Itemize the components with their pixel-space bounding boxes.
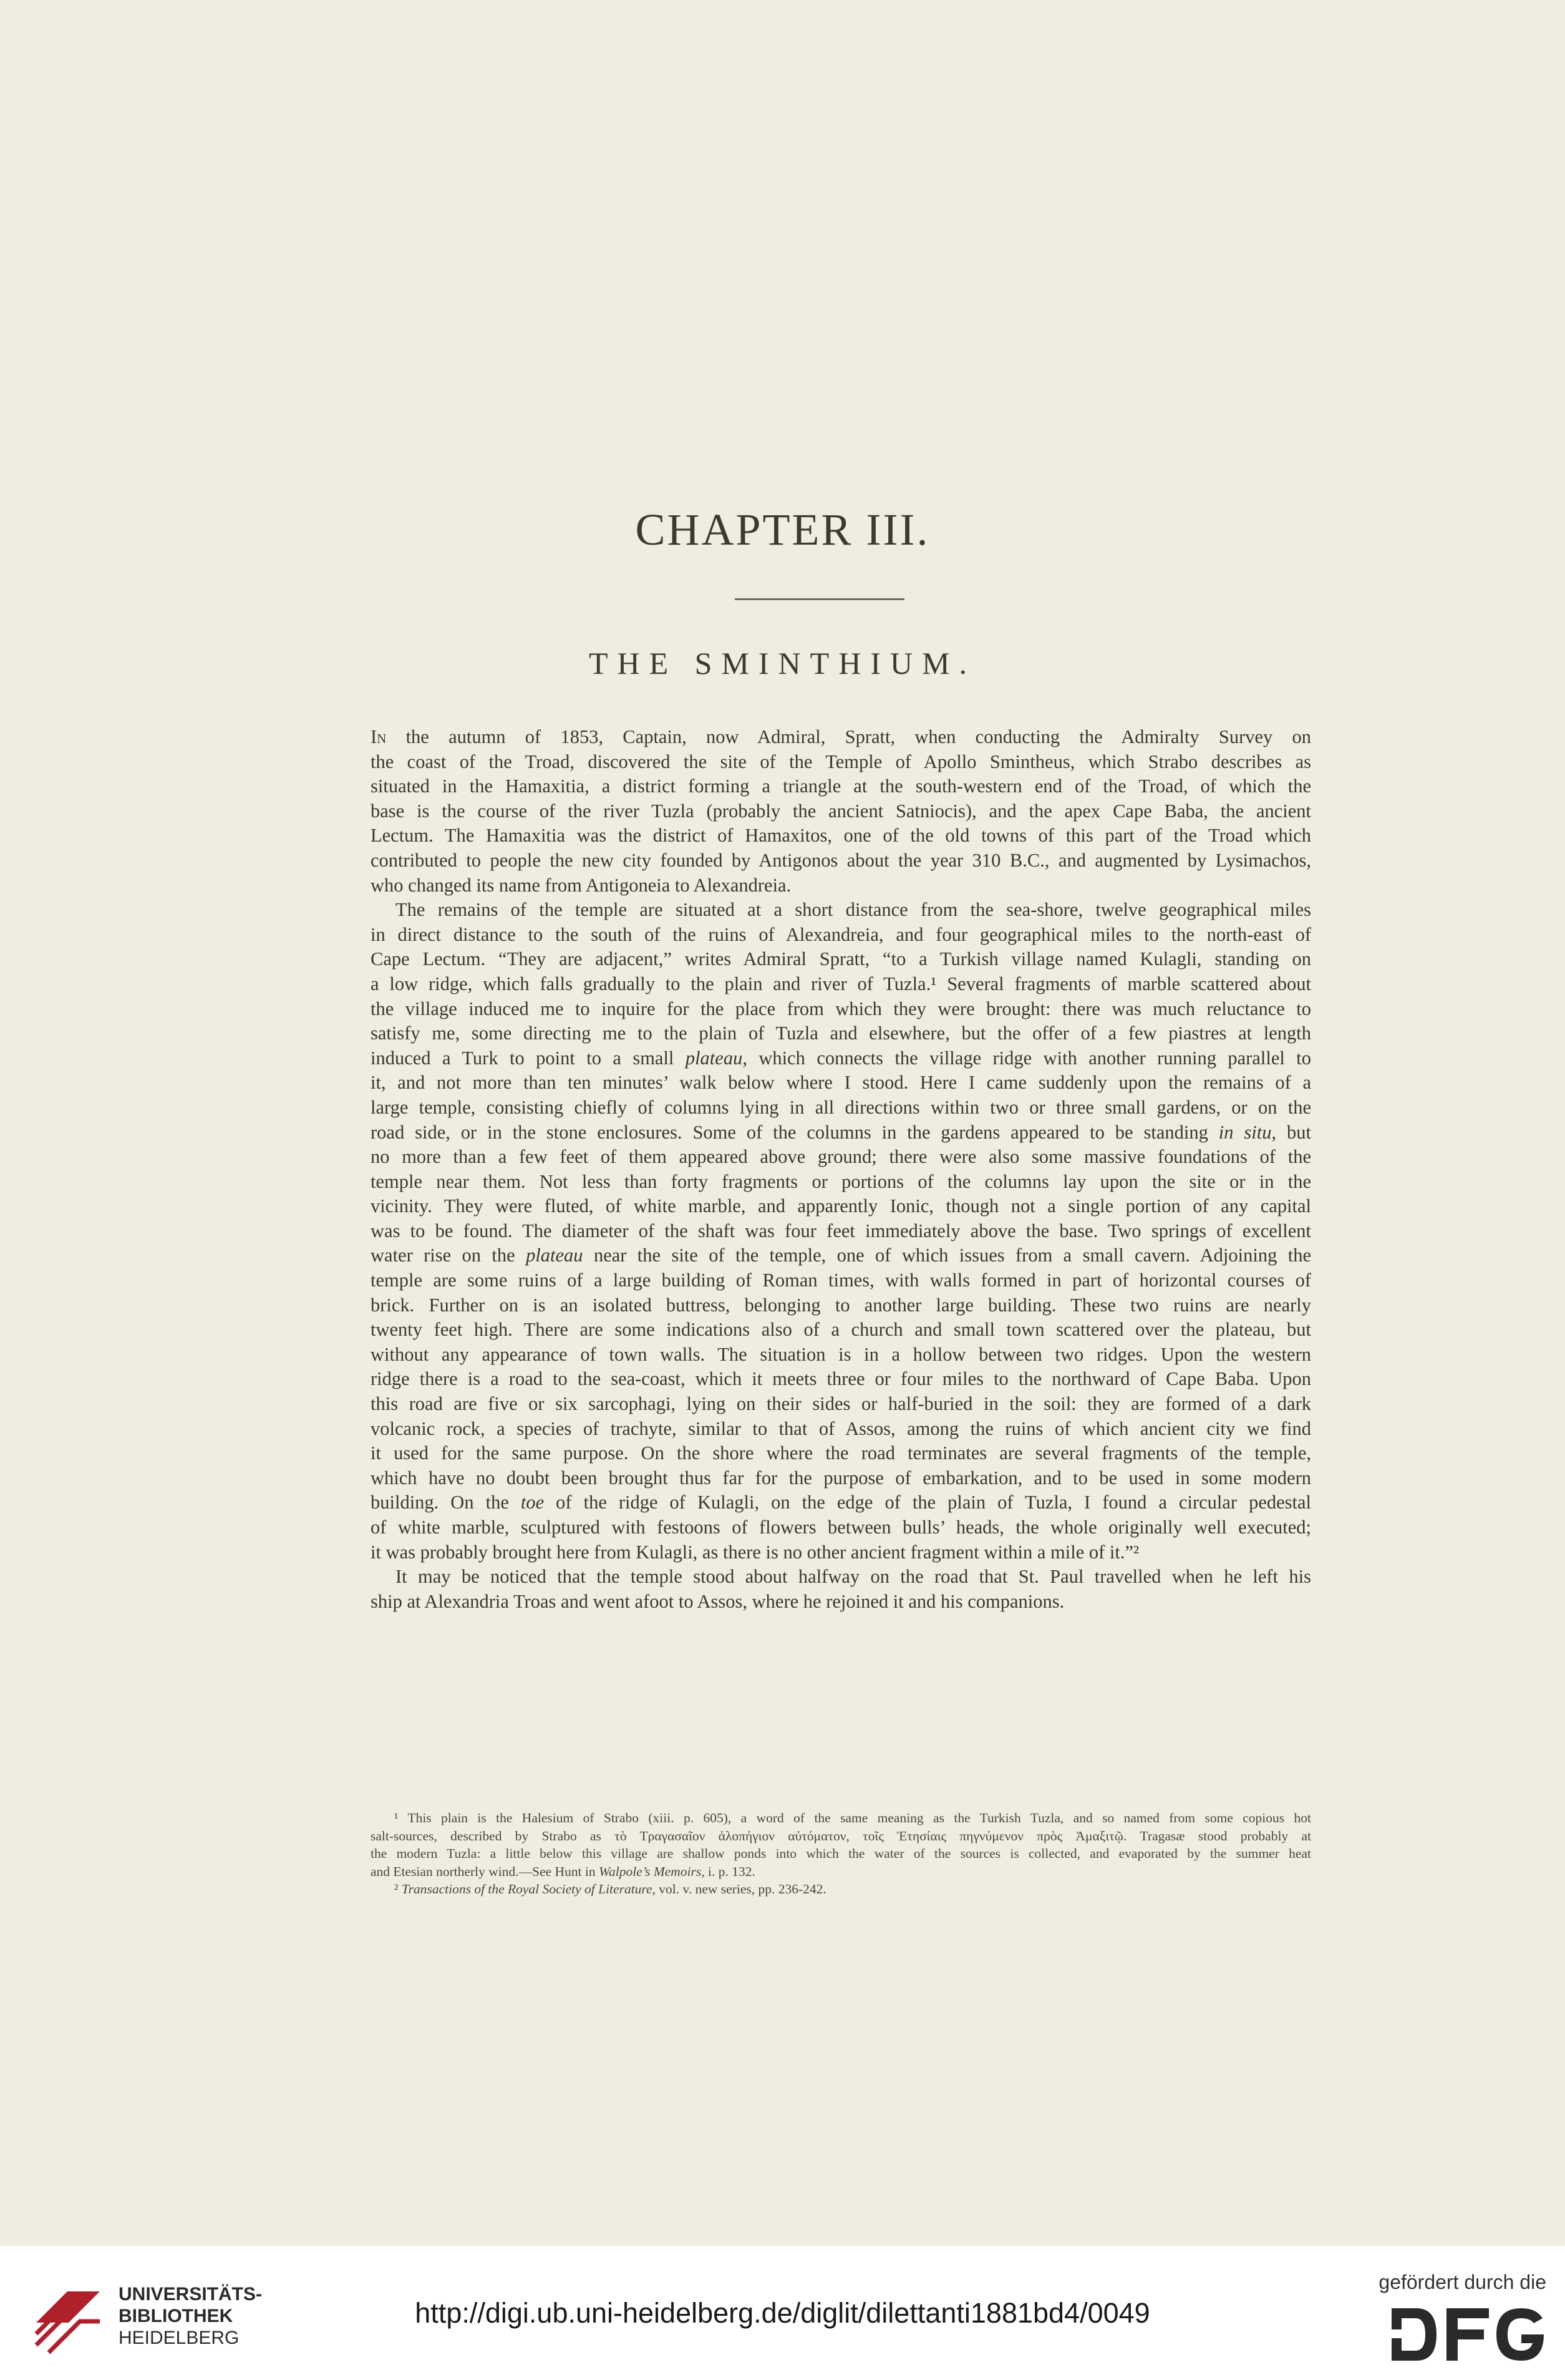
text-line: Cape Lectum. “They are adjacent,” writes Admiral Spratt, “to a Turkish village named Kulagli, standing on [371,948,1311,970]
chapter-title: THE SMINTHIUM. [588,646,977,681]
body-text [371,725,1311,1614]
drop-small-caps: In [371,726,387,747]
text-line: base is the course of the river Tuzla (probably the ancient Satniocis), and the apex Cape Baba, the ancient [371,800,1311,822]
text-line: building. On the toe of the ridge of Kulagli, on the edge of the plain of Tuzla, I found a circular pedestal [371,1492,1311,1513]
library-line-3: HEIDELBERG [119,2328,240,2348]
text-line: who changed its name from Antigoneia to Alexandreia. [371,874,792,896]
text-line: ship at Alexandria Troas and went afoot to Assos, where he rejoined it and his companions. [371,1590,1065,1612]
text-line: without any appearance of town walls. The situation is in a hollow between two ridges. Upon the western [371,1343,1311,1365]
footnote-line: ¹ This plain is the Halesium of Strabo (xiii. p. 605), a word of the same meaning as the Turkish Tuzla, and so named from some copious hot [394,1810,1311,1825]
text-line: contributed to people the new city founded by Antigonos about the year 310 B.C., and augmented by Lysimachos, [371,849,1311,871]
text-line: it used for the same purpose. On the shore where the road terminates are several fragments of the temple, [371,1442,1311,1464]
text-line: volcanic rock, a species of trachyte, similar to that of Assos, among the ruins of which ancient city we find [371,1417,1311,1439]
text-line: satisfy me, some directing me to the plain of Tuzla and elsewhere, but the offer of a few piastres at length [371,1022,1311,1044]
footnotes [371,1809,1311,1898]
text-line: large temple, consisting chiefly of columns lying in all directions within two or three small gardens, or on the [371,1096,1311,1118]
text-line: the coast of the Troad, discovered the site of the Temple of Apollo Smintheus, which Strabo describes as [371,750,1311,772]
funding-label: gefördert durch die [1378,2271,1546,2293]
text-line: in direct distance to the south of the ruins of Alexandreia, and four geographical miles to the north-east of [371,923,1311,945]
footer-bar [0,2246,1565,2380]
library-line-1: UNIVERSITÄTS- [119,2284,263,2305]
footnote-line: salt-sources, described by Strabo as τὸ Τραγασαῖον ἁλοπήγιον αὐτόματον, τοῖς Ἐτησίαις πηγνύμενον πρὸς Ἀμαξιτῷ. Tragasæ stood probably at [371,1828,1311,1843]
library-line-2: BIBLIOTHEK [119,2306,233,2326]
text-line: temple near them. Not less than forty fragments or portions of the columns lay upon the site or in the [371,1170,1311,1192]
footnote-line: and Etesian northerly wind.—See Hunt in Walpole’s Memoirs, i. p. 132. [371,1863,755,1879]
dfg-logo-icon[interactable] [1389,2306,1546,2363]
text-line: In the autumn of 1853, Captain, now Admiral, Spratt, when conducting the Admiralty Survey on [371,726,1311,747]
text-line: brick. Further on is an isolated buttress, belonging to another large building. These two ruins are nearly [371,1294,1311,1316]
text-line: Lectum. The Hamaxitia was the district of Hamaxitos, one of the old towns of this part of the Troad which [371,825,1311,847]
text-line: ridge there is a road to the sea-coast, which it meets three or four miles to the northward of Cape Baba. Upon [371,1368,1311,1390]
text-line: of white marble, sculptured with festoons of flowers between bulls’ heads, the whole originally well executed; [371,1517,1311,1538]
text-line: a low ridge, which falls gradually to the plain and river of Tuzla.¹ Several fragments of marble scattered about [371,973,1311,994]
text-line: vicinity. They were fluted, of white marble, and apparently Ionic, though not a single portion of any capital [371,1195,1311,1217]
text-line: was to be found. The diameter of the shaft was four feet immediately above the base. Two springs of excellent [371,1220,1311,1241]
text-line: It may be noticed that the temple stood about halfway on the road that St. Paul travelled when he left his [395,1566,1311,1588]
text-line: it, and not more than ten minutes’ walk below where I stood. Here I came suddenly upon the remains of a [371,1072,1311,1094]
text-line: this road are five or six sarcophagi, lying on their sides or half-buried in the soil: they are formed of a dark [371,1393,1311,1415]
text-line: it was probably brought here from Kulagli, as there is no other ancient fragment within a mile of it.”² [371,1541,1140,1563]
text-line: no more than a few feet of them appeared above ground; there were also some massive foundations of the [371,1146,1311,1168]
text-line: twenty feet high. There are some indications also of a church and small town scattered over the plateau, but [371,1319,1311,1341]
text-line: temple are some ruins of a large building of Roman times, with walls formed in part of horizontal courses of [371,1270,1311,1291]
text-line: the village induced me to inquire for the place from which they were brought: there was much reluctance to [371,998,1311,1019]
text-line: water rise on the plateau near the site of the temple, one of which issues from a small cavern. Adjoining the [371,1245,1311,1266]
text-line: road side, or in the stone enclosures. Some of the columns in the gardens appeared to be standing in situ, but [371,1121,1311,1143]
chapter-heading: CHAPTER III. [635,505,930,555]
text-line: induced a Turk to point to a small plateau, which connects the village ridge with another running parallel to [371,1047,1311,1069]
footnote-line: the modern Tuzla: a little below this village are shallow ponds into which the water of the sources is collected, and evaporated by the summer heat [371,1846,1311,1861]
permalink-url[interactable]: http://digi.ub.uni-heidelberg.de/diglit/dilettanti1881bd4/0049 [415,2297,1150,2329]
text-line: which have no doubt been brought thus far for the purpose of embarkation, and to be used in some modern [371,1467,1311,1489]
heading-rule [735,598,904,600]
footnote-line: ² Transactions of the Royal Society of Literature, vol. v. new series, pp. 236-242. [394,1882,826,1897]
text-line: The remains of the temple are situated at a short distance from the sea-shore, twelve geographical miles [395,899,1311,921]
text-line: situated in the Hamaxitia, a district forming a triangle at the south-western end of the Troad, of which the [371,775,1311,797]
